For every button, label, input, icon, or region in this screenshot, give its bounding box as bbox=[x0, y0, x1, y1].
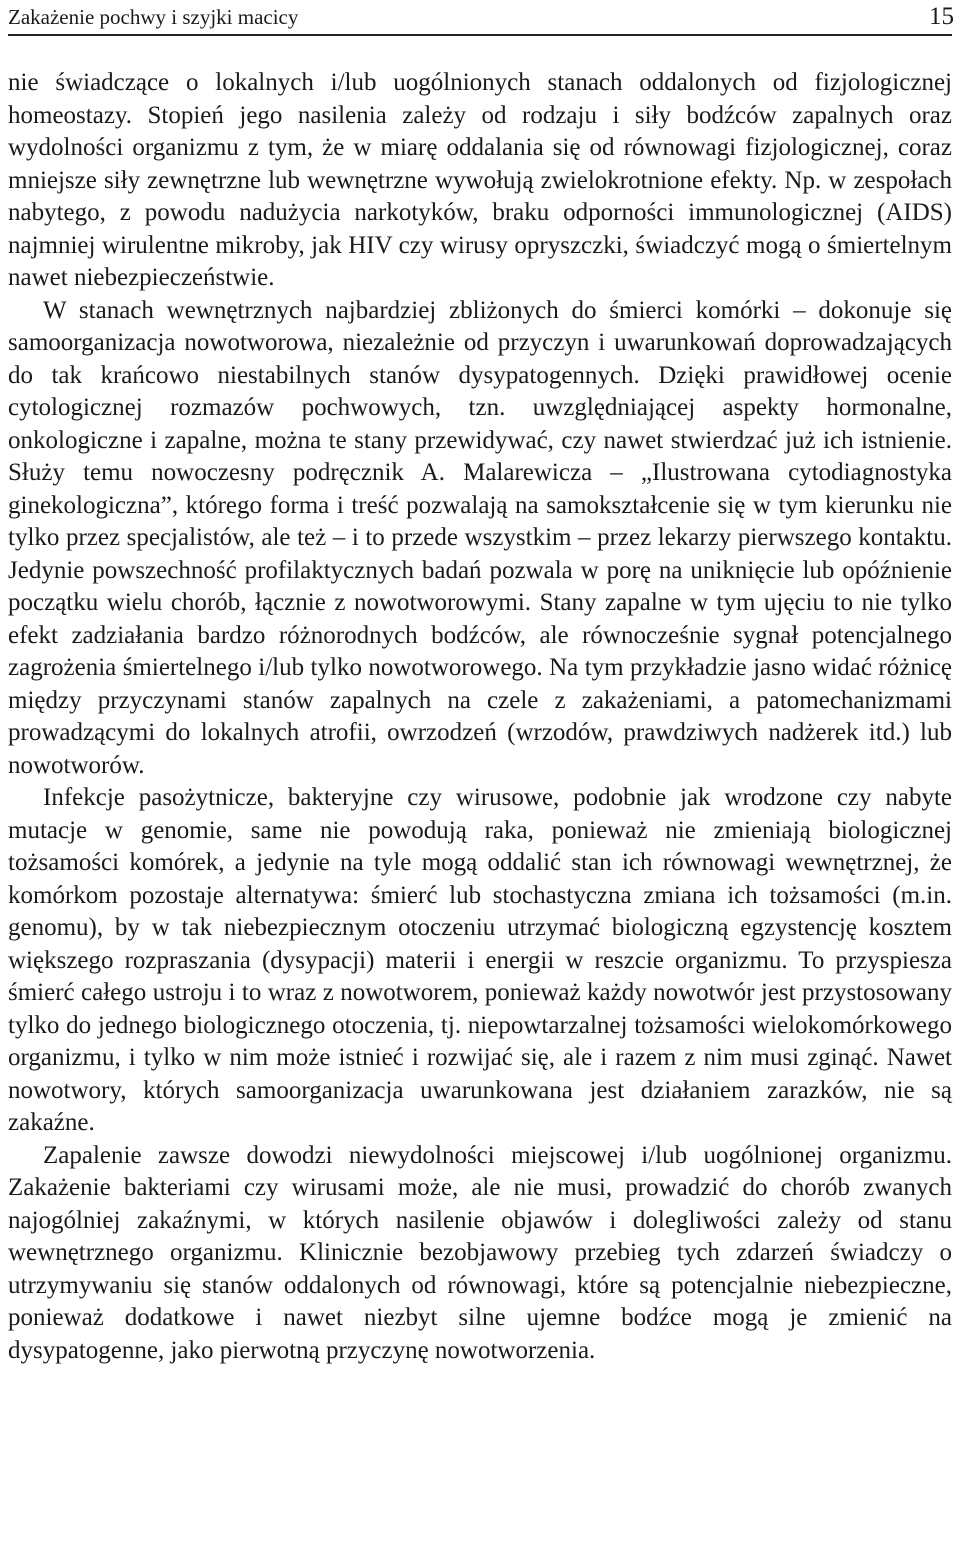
paragraph-2: W stanach wewnętrznych najbardziej zbliżonych do śmierci komórki – dokonuje się samoorganizacja nowotworowa, niezależnie od przyczyn i uwarunkowań doprowadzających do tak krańcowo niestabilnych stanów dysypatogennych. Dzięki prawidłowej ocenie cytologicznej rozmazów pochwowych, tzn. uwzględniającej aspekty hormonalne, onkologiczne i zapalne, można te stany przewidywać, czy nawet stwierdzać już ich istnienie. Służy temu nowoczesny podręcznik A. Malarewicza – „Ilustrowana cytodiagnostyka ginekologiczna”, którego forma i treść pozwalają na samokształcenie się w tym kierunku nie tylko przez specjalistów, ale też – i to przede wszystkim – przez lekarzy pierwszego kontaktu. Jedynie powszechność profilaktycznych badań pozwala w porę na uniknięcie lub opóźnienie początku wielu chorób, łącznie z nowotworowymi. Stany zapalne w tym ujęciu to nie tylko efekt zadziałania bardzo różnorodnych bodźców, ale równocześnie sygnał potencjalnego zagrożenia śmiertelnego i/lub tylko nowotworowego. Na tym przykładzie jasno widać różnicę między przyczynami stanów zapalnych na czele z zakażeniami, a patomechanizmami prowadzącymi do lokalnych atrofii, owrzodzeń (wrzodów, prawdziwych nadżerek itd.) lub nowotworów. bbox=[8, 296, 952, 779]
header-rule bbox=[8, 34, 952, 36]
body-text bbox=[8, 67, 952, 1367]
running-header bbox=[8, 2, 952, 32]
paragraph-4: Zapalenie zawsze dowodzi niewydolności miejscowej i/lub uogólnionej organizmu. Zakażenie bakteriami czy wirusami może, ale nie musi, prowadzić do chorób zwanych najogólniej zakaźnymi, w których nasilenie objawów i dolegliwości zależy od stanu wewnętrznego organizmu. Klinicznie bezobjawowy przebieg tych zdarzeń świadczy o utrzymywaniu się stanów oddalonych od równowagi, które są potencjalnie niebezpieczne, ponieważ dodatkowe i nawet niezbyt silne ujemne bodźce mogą je zmienić na dysypatogenne, jako pierwotną przyczynę nowotworzenia. bbox=[8, 1141, 952, 1364]
document-page bbox=[8, 0, 952, 1367]
paragraph-3: Infekcje pasożytnicze, bakteryjne czy wirusowe, podobnie jak wrodzone czy nabyte mutacje w genomie, same nie powodują raka, ponieważ nie zmieniają biologicznej tożsamości komórek, a jedynie na tyle mogą oddalić stan ich równowagi wewnętrznej, że komórkom pozostaje alternatywa: śmierć lub stochastyczna zmiana ich tożsamości (m.in. genomu), by w tak niebezpiecznym otoczeniu utrzymać biologiczną egzystencję kosztem większego rozpraszania (dysypacji) materii i energii w reszcie organizmu. To przyspiesza śmierć całego ustroju i to wraz z nowotworem, ponieważ każdy nowotwór jest przystosowany tylko do jednego biologicznego otoczenia, tj. niepowtarzalnej tożsamości wielokomórkowego organizmu, i tylko w nim może istnieć i rozwijać się, ale i razem z nim musi zginąć. Nawet nowotwory, których samoorganizacja uwarunkowana jest działaniem zarazków, nie są zakaźne. bbox=[8, 784, 952, 1136]
running-title: Zakażenie pochwy i szyjki macicy bbox=[8, 5, 299, 29]
page-number: 15 bbox=[929, 3, 954, 30]
paragraph-1: nie świadczące o lokalnych i/lub uogólnionych stanach oddalonych od fizjologicznej homeostazy. Stopień jego nasilenia zależy od rodzaju i siły bodźców zapalnych oraz wydolności organizmu z tym, że w miarę oddalania się od równowagi fizjologicznej, coraz mniejsze siły zewnętrzne lub wewnętrzne wywołują zwielokrotnione efekty. Np. w zespołach nabytego, z powodu nadużycia narkotyków, braku odporności immunologicznej (AIDS) najmniej wirulentne mikroby, jak HIV czy wirusy opryszczki, świadczyć mogą o śmiertelnym nawet niebezpieczeństwie. bbox=[8, 69, 952, 291]
